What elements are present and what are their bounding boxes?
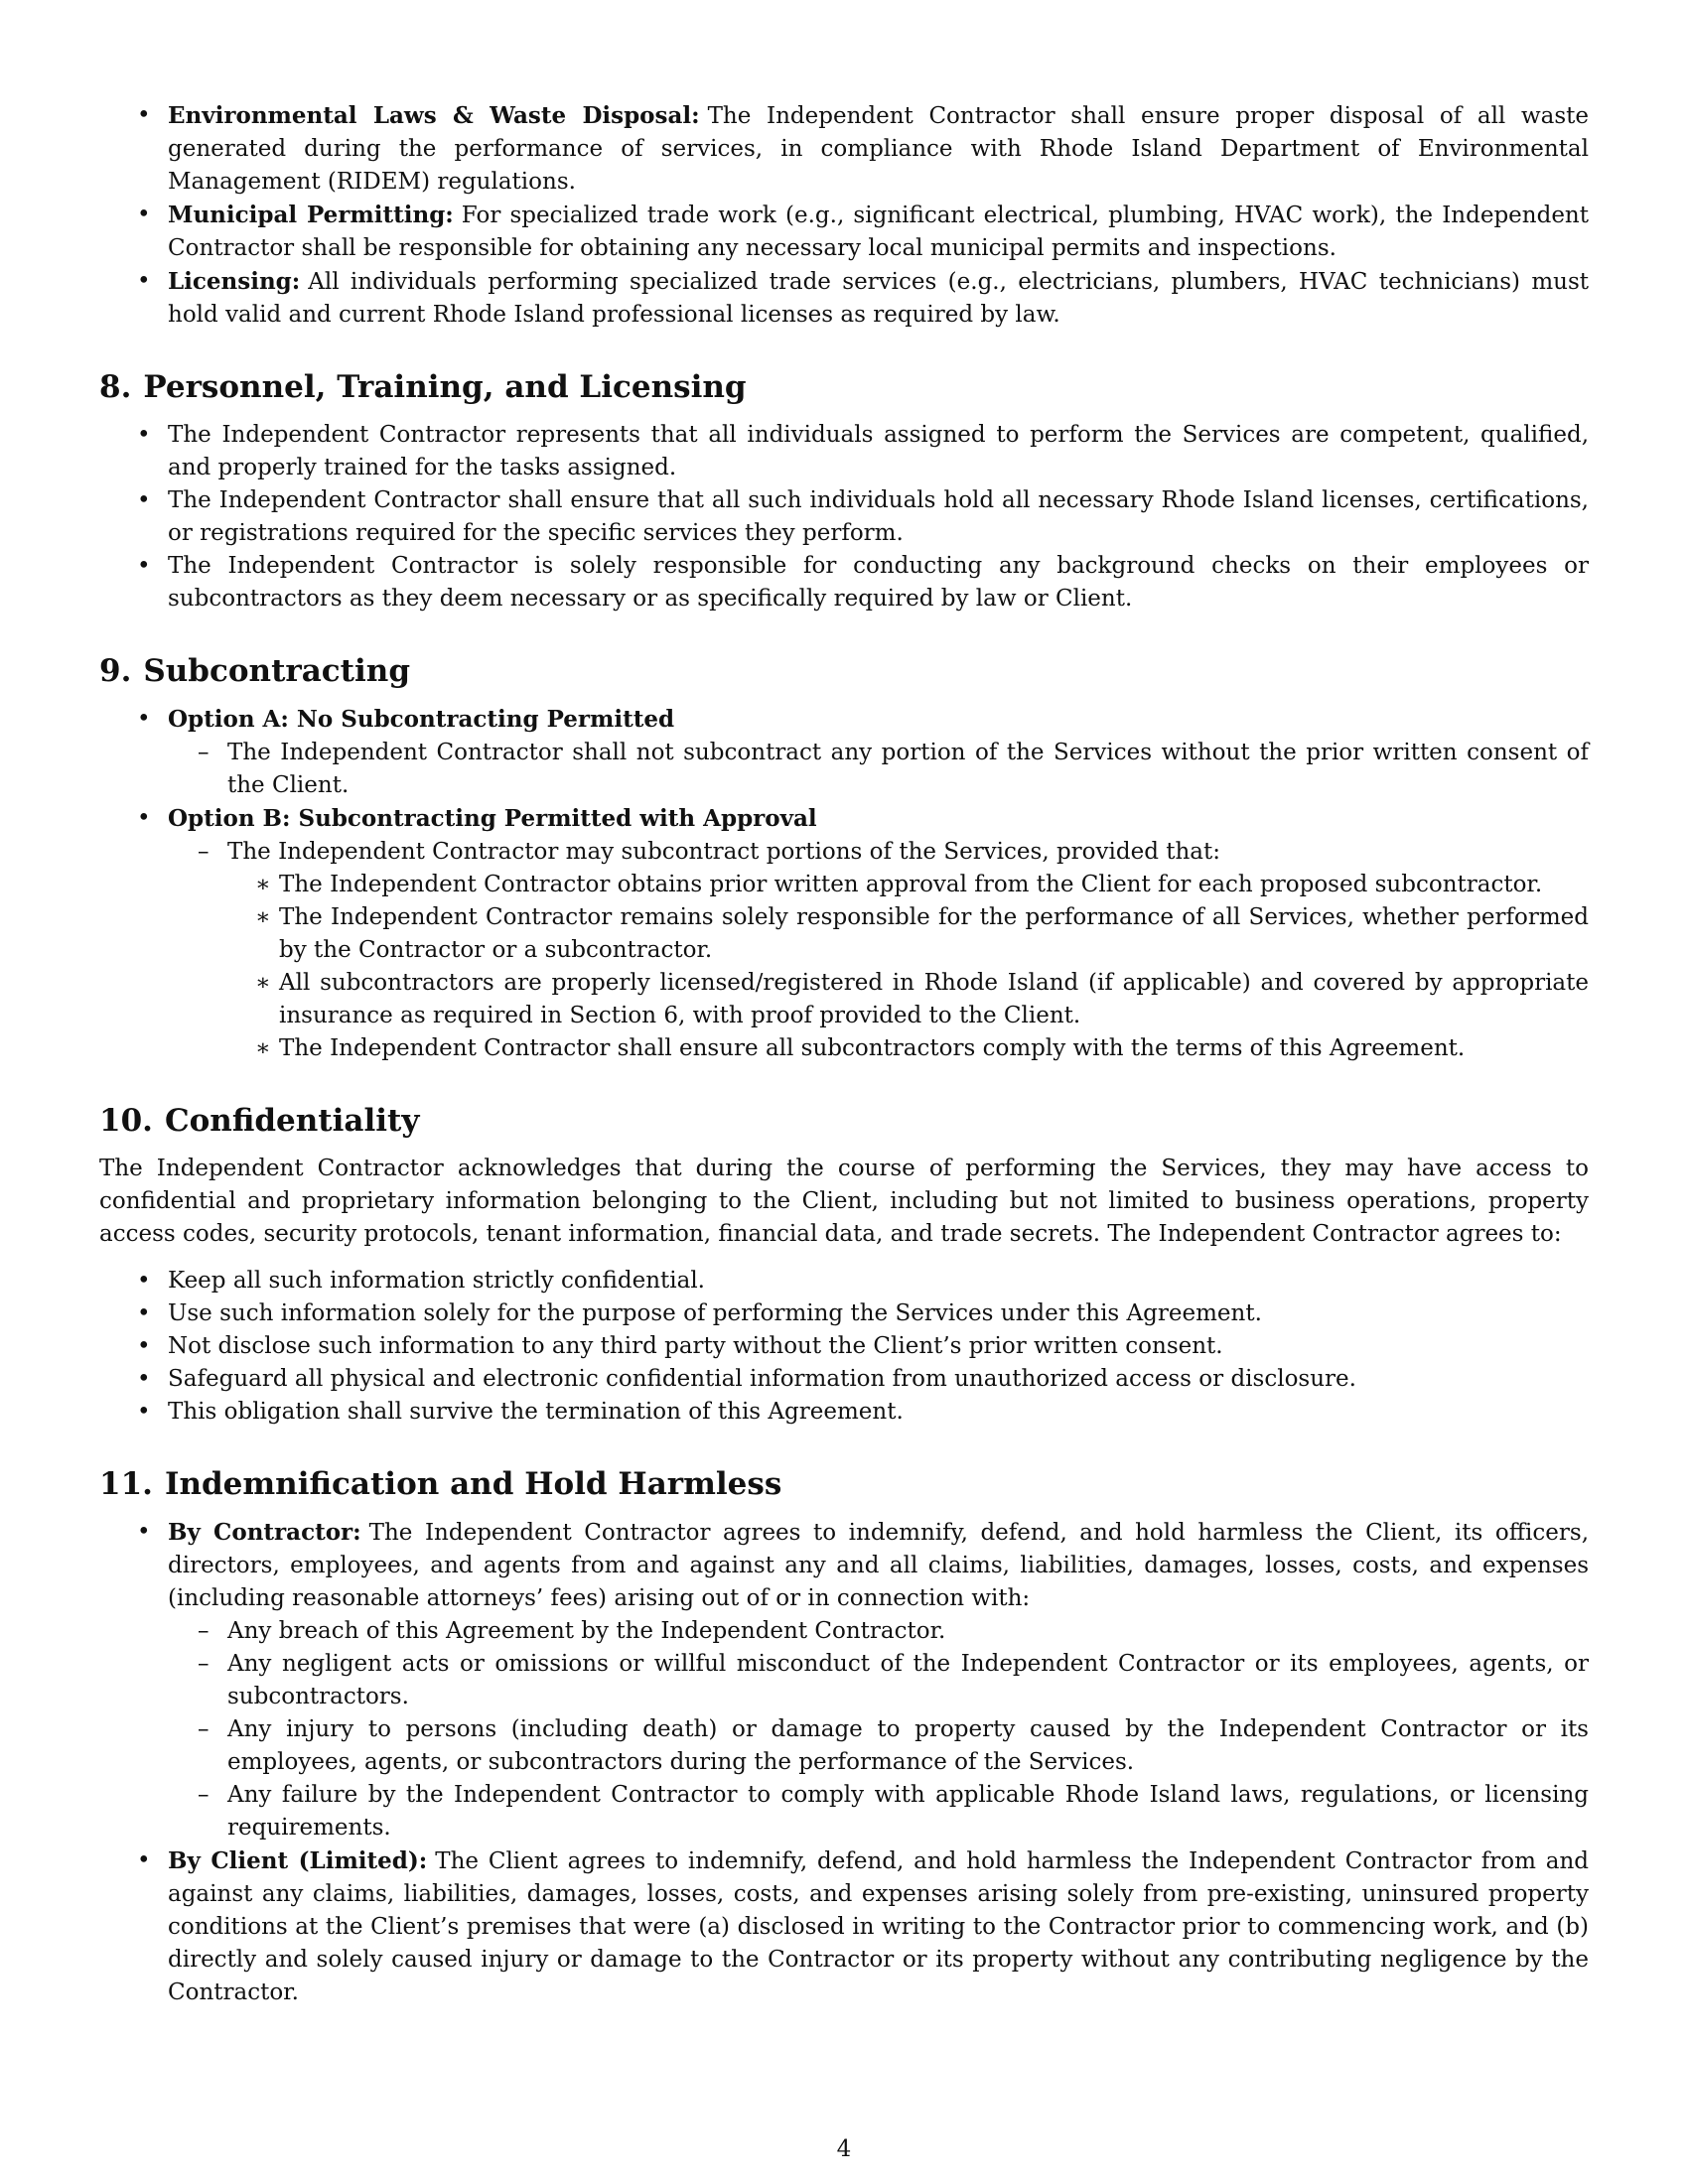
section-number: 8. — [99, 369, 132, 405]
list-item — [99, 199, 1589, 265]
section-10-intro: The Independent Contractor acknowledges that during the course of performing the Services, they may have access to confidential and proprietary information belonging to the Client, including but not limited to business operations, property access codes, security protocols, tenant information, financial data, and trade secrets. The Independent Contractor agrees to: — [99, 1156, 1589, 1247]
option-b-conditions — [227, 869, 1589, 1065]
list-item: • Keep all such information strictly confidential. — [99, 1265, 1589, 1297]
list-item: • Safeguard all physical and electronic confidential information from unauthorized access or disclosure. — [99, 1363, 1589, 1396]
sublist-item: – Any breach of this Agreement by the Independent Contractor. — [168, 1615, 1589, 1648]
page-number: 4 — [836, 2136, 852, 2162]
section-number: 10. — [99, 1103, 153, 1139]
section-title: Subcontracting — [143, 653, 410, 689]
sublist-item — [168, 836, 1589, 1065]
section-8-list — [99, 419, 1589, 615]
list-item: • The Independent Contractor shall ensure that all such individuals hold all necessary Rhode Island licenses, certifications, or registrations required for the specific services they perform. — [99, 484, 1589, 550]
sublist-item: – The Independent Contractor shall not subcontract any portion of the Services without the prior written consent of the Client. — [168, 737, 1589, 802]
condition-item: ∗ The Independent Contractor remains solely responsible for the performance of all Services, whether performed by the Contractor or a subcontractor. — [227, 901, 1589, 967]
by-contractor-sublist — [168, 1615, 1589, 1844]
sublist-text: The Independent Contractor may subcontract portions of the Services, provided that: — [227, 839, 1220, 865]
page-content — [99, 99, 1589, 2009]
section-title: Confidentiality — [164, 1103, 420, 1139]
by-contractor-label: By Contractor: — [168, 1519, 361, 1546]
section-10-heading — [99, 1101, 1589, 1141]
section-number: 11. — [99, 1466, 153, 1502]
item-text: The Independent Contractor shall ensure proper disposal of all waste generated during the performance of services, in compliance with Rhode Island Department of Environmental Management (RIDEM) regulations. — [168, 103, 1589, 195]
item-label: Municipal Permitting: — [168, 202, 454, 228]
section-title: Indemnification and Hold Harmless — [164, 1466, 782, 1502]
option-b-item — [99, 802, 1589, 1065]
by-contractor-item — [99, 1516, 1589, 1844]
condition-item: ∗ The Independent Contractor shall ensure all subcontractors comply with the terms of this Agreement. — [227, 1032, 1589, 1065]
section-number: 9. — [99, 653, 132, 689]
condition-item: ∗ All subcontractors are properly licensed/registered in Rhode Island (if applicable) and covered by appropriate insurance as required in Section 6, with proof provided to the Client. — [227, 967, 1589, 1032]
list-item — [99, 99, 1589, 199]
by-client-label: By Client (Limited): — [168, 1847, 428, 1874]
section-9-list — [99, 703, 1589, 1065]
section-10-list — [99, 1265, 1589, 1429]
item-text: All individuals performing specialized trade services (e.g., electricians, plumbers, HVAC technicians) must hold valid and current Rhode Island professional licenses as required by law. — [168, 269, 1589, 328]
by-client-text: The Client agrees to indemnify, defend, and hold harmless the Independent Contractor from and against any claims, liabilities, damages, losses, costs, and expenses arising solely from pre-existing, uninsured property conditions at the Client’s premises that were (a) disclosed in writing to the Contractor prior to commencing work, and (b) directly and solely caused injury or damage to the Contractor or its property without any contributing negligence by the Contractor. — [168, 1848, 1590, 2005]
option-b-sublist — [168, 836, 1589, 1065]
list-item — [99, 265, 1589, 332]
sublist-item: – Any failure by the Independent Contractor to comply with applicable Rhode Island laws, regulations, or licensing requirements. — [168, 1779, 1589, 1844]
option-b-label: Option B: Subcontracting Permitted with Approval — [168, 805, 817, 832]
section-11-heading — [99, 1464, 1589, 1504]
list-item: • The Independent Contractor is solely responsible for conducting any background checks on their employees or subcontractors as they deem necessary or as specifically required by law or Client. — [99, 550, 1589, 615]
list-item: • Not disclose such information to any third party without the Client’s prior written consent. — [99, 1330, 1589, 1363]
sublist-item: – Any negligent acts or omissions or willful misconduct of the Independent Contractor or its employees, agents, or subcontractors. — [168, 1648, 1589, 1713]
section-7-continued-list — [99, 99, 1589, 332]
section-title: Personnel, Training, and Licensing — [143, 369, 747, 405]
condition-item: ∗ The Independent Contractor obtains prior written approval from the Client for each proposed subcontractor. — [227, 869, 1589, 901]
option-a-label: Option A: No Subcontracting Permitted — [168, 706, 675, 733]
section-9-heading — [99, 651, 1589, 691]
item-text: For specialized trade work (e.g., significant electrical, plumbing, HVAC work), the Independent Contractor shall be responsible for obtaining any necessary local municipal permits and inspections. — [168, 203, 1589, 261]
list-item: • Use such information solely for the purpose of performing the Services under this Agreement. — [99, 1297, 1589, 1330]
option-a-item — [99, 703, 1589, 802]
list-item: • This obligation shall survive the termination of this Agreement. — [99, 1396, 1589, 1429]
sublist-item: – Any injury to persons (including death) or damage to property caused by the Independent Contractor or its employees, agents, or subcontractors during the performance of the Services. — [168, 1713, 1589, 1779]
section-8-heading — [99, 367, 1589, 407]
by-client-item — [99, 1844, 1589, 2009]
section-11-list — [99, 1516, 1589, 2009]
list-item: • The Independent Contractor represents that all individuals assigned to perform the Services are competent, qualified, and properly trained for the tasks assigned. — [99, 419, 1589, 484]
item-label: Licensing: — [168, 268, 301, 295]
option-a-sublist — [168, 737, 1589, 802]
item-label: Environmental Laws & Waste Disposal: — [168, 102, 700, 129]
by-contractor-text: The Independent Contractor agrees to indemnify, defend, and hold harmless the Client, its officers, directors, employees, and agents from and against any and all claims, liabilities, damages, losses, costs, and expenses (including reasonable attorneys’ fees) arising out of or in connection with: — [168, 1520, 1590, 1611]
